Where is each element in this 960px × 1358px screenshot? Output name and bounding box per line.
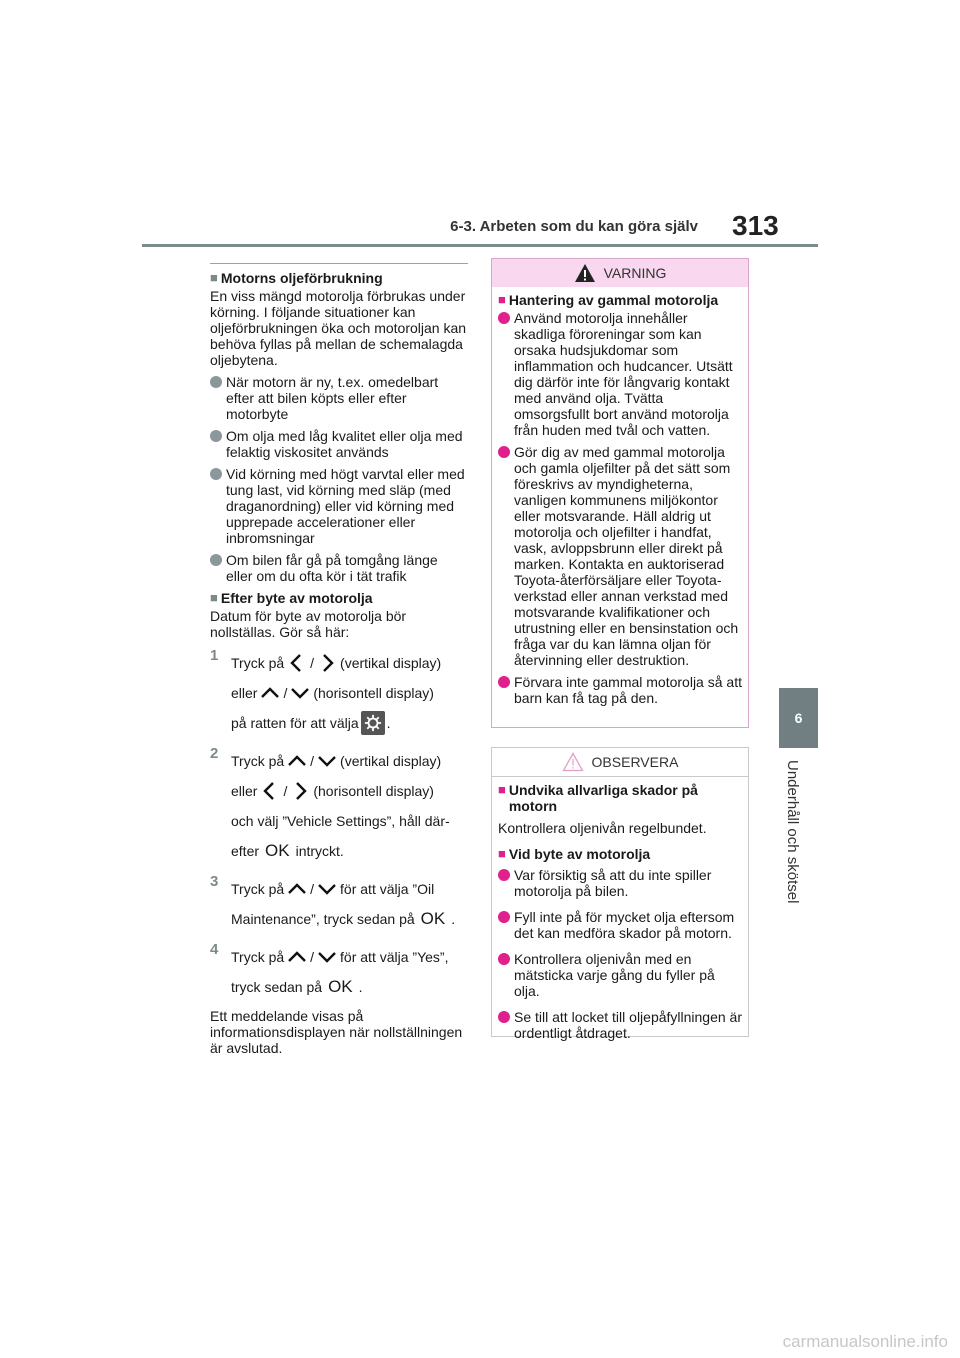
column-rule [210,263,468,264]
list-item: När motorn är ny, t.ex. omedelbart efter att bilen köpts eller efter motorbyte [210,374,468,422]
list-item: Vid körning med högt varvtal eller med tung last, vid körning med släp (med draganordning) eller vid körning med upprepade accelerationer eller inbromsningar [210,466,468,546]
circle-bullet-icon [210,468,222,480]
header-rule [142,244,818,247]
step-number: 2 [210,745,219,762]
list-item: Se till att locket till oljepåfyllningen är ordentligt åtdraget. [498,1009,742,1041]
step: 1 Tryck på / (vertikal display) eller / (horisontell display) på ratten för att välja . [210,648,468,738]
warning-box [491,258,749,728]
ok-button-icon: OK [328,977,353,996]
chapter-tab[interactable]: 6 [779,688,818,748]
chevron-up-icon [286,946,308,968]
list-item: Var försiktig så att du inte spiller motorolja på bilen. [498,867,742,899]
step-number: 3 [210,873,219,890]
warning-header [492,259,748,287]
circle-bullet-icon [498,676,510,688]
chevron-down-icon [316,878,338,900]
circle-bullet-icon [498,911,510,923]
chevron-left-icon [286,652,308,674]
square-bullet-icon: ■ [498,782,506,797]
warning-title: VARNING [603,265,667,281]
chevron-up-icon [286,750,308,772]
paragraph: En viss mängd motorolja förbrukas under körning. I följande situationer kan oljeförbrukningen öka och motoroljan kan behöva fyllas på mellan de schemalagda oljebytena. [210,288,467,368]
list-item: Gör dig av med gammal motorolja och gamla oljefilter på det sätt som föreskrivs av myndigheterna, vanligen kommunens miljökontor eller motsvarande. Häll aldrig ut motorolja och oljefilter i handfat, vask, avloppsbrunn eller direkt på marken. Kontakta en auktoriserad Toyota-återförsäljare eller Toyota-verkstad eller annan verkstad med motsvarande kvalifikationer och utrustning eller en bensinstation och fråga var du kan lämna oljan för återvinning eller destruktion. [498,444,742,668]
chapter-label: Underhåll och skötsel [784,760,801,904]
chevron-right-icon [289,780,311,802]
chevron-right-icon [316,652,338,674]
circle-bullet-icon [498,869,510,881]
list-item: Använd motorolja innehåller skadliga föroreningar som kan orsaka hudsjukdomar som inflammation och hudcancer. Utsätt dig därför inte för långvarig kontakt med använd olja. Tvätta omsorgsfullt bort använd motorolja från huden med tvål och vatten. [498,310,742,438]
ok-button-icon: OK [265,841,290,860]
circle-bullet-icon [210,430,222,442]
notice-subtitle: ■ Undvika allvarliga skador på motorn [498,782,698,814]
list-item: Fyll inte på för mycket olja eftersom det kan medföra skador på motorn. [498,909,742,941]
paragraph: Ett meddelande visas på informationsdisplayen när nollställningen är avslutad. [210,1008,463,1056]
left-column [210,263,468,1062]
paragraph: Datum för byte av motorolja bör nollställas. Gör så här: [210,608,407,640]
circle-bullet-icon [210,554,222,566]
paragraph: Kontrollera oljenivån regelbundet. [498,820,707,836]
circle-bullet-icon [498,1011,510,1023]
step: 4 Tryck på / för att välja ”Yes”, tryck sedan på OK . [210,942,468,1002]
chevron-down-icon [289,682,311,704]
notice-subtitle: ■ Vid byte av motorolja [498,846,651,862]
circle-bullet-icon [210,376,222,388]
notice-header [492,748,748,777]
section-heading-text: Efter byte av motorolja [220,590,373,606]
page-number: 313 [732,210,779,241]
notice-title: OBSERVERA [591,754,679,770]
step-number: 4 [210,941,219,958]
chevron-up-icon [286,878,308,900]
list-item: Om bilen får gå på tomgång länge eller om du ofta kör i tät trafik [210,552,468,584]
step: 3 Tryck på / för att välja ”Oil Maintenance”, tryck sedan på OK . [210,874,468,934]
square-bullet-icon: ■ [498,846,506,861]
section-heading [210,270,468,286]
square-bullet-icon: ■ [210,270,218,285]
chevron-up-icon [259,682,281,704]
circle-bullet-icon [498,446,510,458]
ok-button-icon: OK [420,909,446,928]
circle-bullet-icon [498,953,510,965]
notice-box [491,747,749,1041]
watermark: carmanualsonline.info [782,1332,948,1351]
square-bullet-icon: ■ [210,590,218,605]
list-item: Om olja med låg kvalitet eller olja med felaktig viskositet används [210,428,468,460]
chevron-down-icon [316,750,338,772]
gear-icon [361,711,385,735]
chevron-down-icon [316,946,338,968]
caution-triangle-icon [562,752,584,772]
list-item: Förvara inte gammal motorolja så att barn kan få tag på den. [498,674,742,706]
warning-triangle-icon [574,263,596,283]
step: 2 Tryck på / (vertikal display) eller / (horisontell display) och välj ”Vehicle Settings”, håll där- efter OK intryckt. [210,746,468,866]
list-item: Kontrollera oljenivån med en mätsticka varje gång du fyller på olja. [498,951,742,999]
chevron-left-icon [259,780,281,802]
square-bullet-icon: ■ [498,292,506,307]
section-heading-text: Motorns oljeförbrukning [220,270,383,286]
circle-bullet-icon [498,312,510,324]
step-number: 1 [210,647,219,664]
warning-subtitle: ■ Hantering av gammal motorolja [498,292,719,308]
section-heading [210,590,468,606]
section-title: 6-3. Arbeten som du kan göra själv [450,218,698,235]
